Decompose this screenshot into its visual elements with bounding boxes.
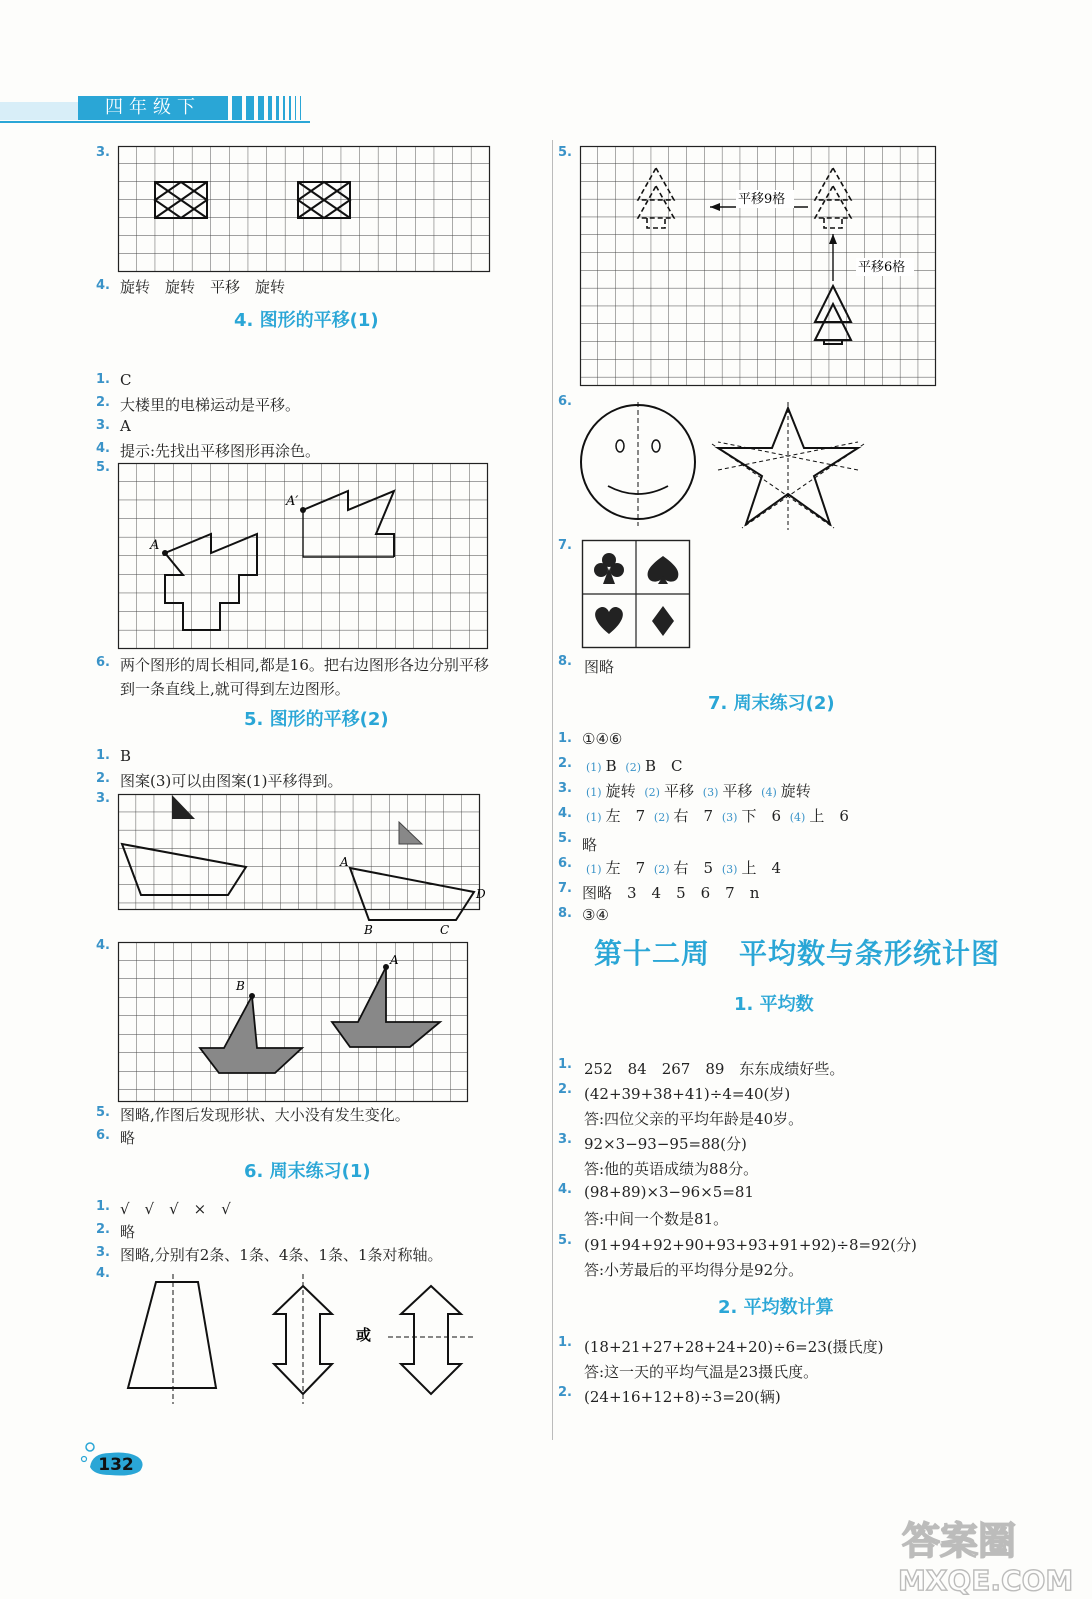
item-number: 5. (96, 460, 110, 475)
sub-number: (3) (721, 863, 738, 876)
answer-text: A (120, 417, 131, 435)
move-label: 平移9格 (738, 192, 786, 207)
point-label: B (236, 979, 245, 993)
sub-answer: 平移 (663, 782, 694, 800)
sub-answer: 旋转 (605, 782, 636, 800)
item-number: 3. (96, 1245, 110, 1260)
sub-answer: 右 5 (673, 859, 714, 877)
item-number: 6. (96, 655, 110, 670)
item-number: 8. (558, 654, 572, 669)
answer-text: 252 84 267 89 东东成绩好些。 (584, 1060, 845, 1078)
item-number: 5. (558, 831, 572, 846)
item-number: 5. (558, 1233, 572, 1248)
symmetry-face-star (578, 398, 878, 532)
answer-text: 略 (120, 1129, 136, 1147)
sub-answer: 旋转 (780, 782, 811, 800)
item-number: 8. (558, 906, 572, 921)
grid-figure-rotations (118, 146, 490, 272)
grid-figure-tree-translation (580, 146, 936, 386)
item-number: 4. (96, 441, 110, 456)
point-label: B (364, 923, 373, 937)
answer-row (582, 857, 781, 878)
page-number-badge (80, 1437, 150, 1477)
answer-text: (98+89)×3−96×5=81 (584, 1183, 754, 1201)
item-number: 1. (96, 372, 110, 387)
answer-text: 旋转 旋转 平移 旋转 (120, 278, 286, 296)
item-number: 5. (96, 1105, 110, 1120)
sub-number: (1) (586, 863, 602, 876)
item-number: 2. (558, 756, 572, 771)
item-number: 6. (558, 394, 572, 409)
sub-number: (2) (653, 863, 670, 876)
grade-label: 四年级下 (78, 96, 228, 120)
item-number: 2. (96, 771, 110, 786)
section-title-4: 4. 图形的平移(1) (234, 310, 379, 331)
sub-answer: 上 4 (741, 859, 781, 877)
watermark-logo (888, 1508, 1084, 1596)
point-label: A (390, 953, 399, 967)
sub-answer: B (605, 757, 617, 775)
svg-text:答案圈: 答案圈 (902, 1519, 1017, 1563)
answer-text: (24+16+12+8)÷3=20(辆) (584, 1388, 781, 1406)
grid-figure-translation-a (118, 463, 488, 649)
answer-text: 图略 (584, 658, 615, 676)
answer-text: 图案(3)可以由图案(1)平移得到。 (120, 772, 343, 790)
section-title-avg: 1. 平均数 (734, 994, 814, 1015)
item-number: 4. (96, 1266, 110, 1281)
answer-text: √ √ √ × √ (120, 1200, 231, 1218)
svg-text:MXQE.COM: MXQE.COM (898, 1564, 1074, 1597)
sub-number: (2) (653, 811, 670, 824)
item-number: 5. (558, 145, 572, 160)
answer-row (582, 780, 811, 801)
item-number: 4. (558, 1182, 572, 1197)
answer-text: 略 (120, 1223, 136, 1241)
week-title: 第十二周 平均数与条形统计图 (594, 937, 1001, 970)
answer-text-cont: 答:这一天的平均气温是23摄氏度。 (584, 1363, 819, 1381)
sub-answer: 上 6 (809, 807, 849, 825)
answer-text: 92×3−93−95=88(分) (584, 1135, 747, 1153)
item-number: 2. (558, 1082, 572, 1097)
answer-text: B (120, 747, 132, 765)
answer-text: 图略 3 4 5 6 7 n (582, 884, 760, 902)
point-label: C (440, 923, 450, 937)
answer-text: (42+39+38+41)÷4=40(岁) (584, 1085, 791, 1103)
header-rule (0, 121, 310, 123)
sub-answer: 平移 (722, 782, 753, 800)
grid-figure-translation-b (118, 794, 486, 940)
answer-text-cont: 答:四位父亲的平均年龄是40岁。 (584, 1110, 804, 1128)
sub-number: (1) (586, 786, 602, 799)
sub-number: (3) (702, 786, 719, 799)
answer-text: 两个图形的周长相同,都是16。把右边图形各边分别平移 (120, 656, 489, 674)
item-number: 3. (558, 1132, 572, 1147)
answer-text: 图略,分别有2条、1条、4条、1条、1条对称轴。 (120, 1246, 443, 1264)
item-number: 2. (96, 395, 110, 410)
item-number: 3. (96, 145, 110, 160)
answer-text: 大楼里的电梯运动是平移。 (120, 396, 301, 414)
item-number: 6. (558, 856, 572, 871)
answer-text: (91+94+92+90+93+93+91+92)÷8=92(分) (584, 1236, 917, 1254)
sub-answer: 左 7 (605, 859, 646, 877)
answer-text: (18+21+27+28+24+20)÷6=23(摄氏度) (584, 1338, 884, 1356)
page-number: 132 (98, 1455, 134, 1475)
section-title-avg-calc: 2. 平均数计算 (718, 1297, 834, 1318)
item-number: 7. (558, 881, 572, 896)
answer-text: C (120, 371, 132, 389)
header-stripes (232, 96, 307, 120)
point-label: A (340, 855, 349, 869)
answer-text: 图略,作图后发现形状、大小没有发生变化。 (120, 1106, 410, 1124)
answer-text: ①④⑥ (582, 730, 623, 748)
item-number: 1. (558, 1335, 572, 1350)
section-title-7: 7. 周末练习(2) (708, 693, 835, 714)
item-number: 4. (558, 806, 572, 821)
point-label: D (476, 887, 486, 901)
sub-answer: 下 6 (741, 807, 781, 825)
sub-number: (1) (586, 761, 602, 774)
point-label: A′ (286, 494, 299, 509)
item-number: 1. (558, 1057, 572, 1072)
answer-text: ③④ (582, 906, 609, 924)
answer-row (582, 755, 683, 776)
item-number: 3. (558, 781, 572, 796)
sub-number: (2) (625, 761, 641, 774)
move-label: 平移6格 (858, 260, 906, 275)
symmetry-shapes (118, 1272, 488, 1412)
item-number: 3. (96, 418, 110, 433)
section-title-5: 5. 图形的平移(2) (244, 709, 389, 730)
answer-text-cont: 答:小芳最后的平均得分是92分。 (584, 1261, 804, 1279)
item-number: 4. (96, 278, 110, 293)
answer-text-cont: 答:他的英语成绩为88分。 (584, 1160, 759, 1178)
sub-number: (4) (789, 811, 806, 824)
answer-text: 略 (582, 836, 598, 854)
section-title-6: 6. 周末练习(1) (244, 1161, 371, 1182)
item-number: 7. (558, 538, 572, 553)
point-label: A (150, 538, 160, 553)
column-divider (552, 140, 553, 1440)
answer-text-cont: 到一条直线上,就可得到左边图形。 (120, 680, 350, 698)
or-label: 或 (356, 1326, 372, 1344)
item-number: 1. (558, 731, 572, 746)
grid-figure-translation-c (118, 942, 468, 1102)
sub-answer: 右 7 (673, 807, 714, 825)
answer-row (582, 805, 849, 826)
sub-number: (2) (644, 786, 660, 799)
sub-answer: 左 7 (605, 807, 646, 825)
sub-number: (1) (586, 811, 602, 824)
item-number: 3. (96, 791, 110, 806)
item-number: 6. (96, 1128, 110, 1143)
answer-text: 提示:先找出平移图形再涂色。 (120, 442, 321, 460)
item-number: 1. (96, 748, 110, 763)
sub-number: (3) (721, 811, 738, 824)
item-number: 2. (558, 1385, 572, 1400)
item-number: 1. (96, 1199, 110, 1214)
suit-symbols-grid (582, 540, 690, 648)
item-number: 2. (96, 1222, 110, 1237)
answer-text-cont: 答:中间一个数是81。 (584, 1210, 729, 1228)
sub-number: (4) (761, 786, 777, 799)
sub-answer: B C (645, 757, 683, 775)
item-number: 4. (96, 938, 110, 953)
